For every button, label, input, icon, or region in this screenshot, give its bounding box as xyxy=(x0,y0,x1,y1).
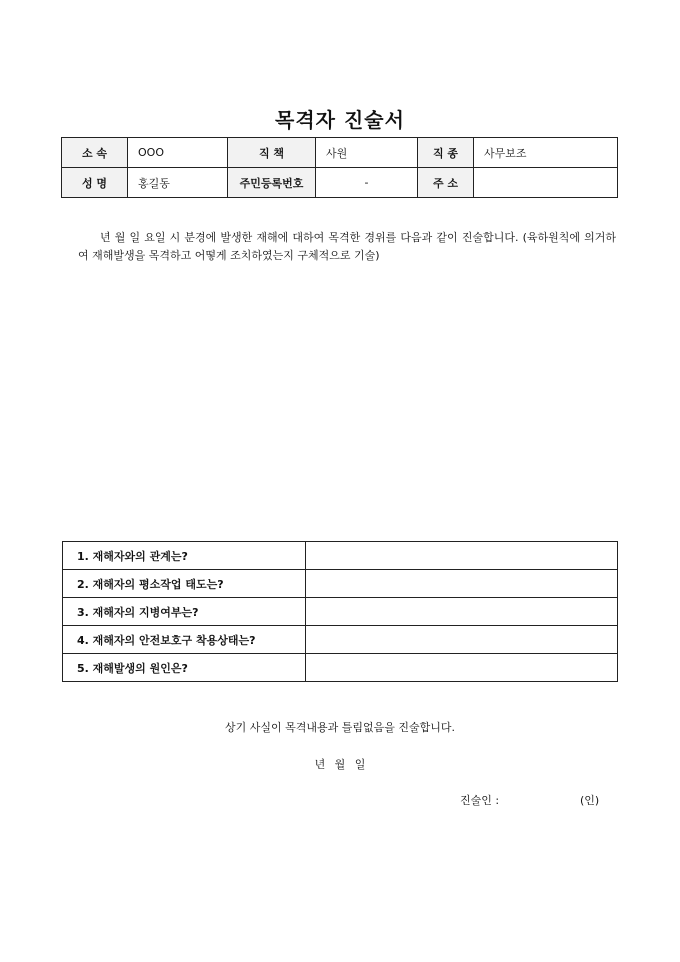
position-value[interactable]: 사원 xyxy=(316,138,418,168)
resident-id-value[interactable]: - xyxy=(316,168,418,198)
resident-id-label: 주민등록번호 xyxy=(228,168,316,198)
answer-cell[interactable] xyxy=(306,542,618,570)
info-row-2 xyxy=(62,168,618,198)
question-row xyxy=(63,626,618,654)
answer-cell[interactable] xyxy=(306,598,618,626)
question-row xyxy=(63,542,618,570)
question-label: 2. 재해자의 평소작업 태도는? xyxy=(63,570,306,598)
affiliation-value[interactable]: OOO xyxy=(128,138,228,168)
name-value[interactable]: 홍길동 xyxy=(128,168,228,198)
job-type-label: 직 종 xyxy=(418,138,474,168)
question-row xyxy=(63,654,618,682)
questions-table xyxy=(62,541,618,682)
info-table xyxy=(61,137,618,198)
job-type-value[interactable]: 사무보조 xyxy=(474,138,618,168)
info-row-1 xyxy=(62,138,618,168)
address-label: 주 소 xyxy=(418,168,474,198)
seal-label: (인) xyxy=(580,794,600,807)
question-label: 4. 재해자의 안전보호구 착용상태는? xyxy=(63,626,306,654)
statement-paragraph: 년 월 일 요일 시 분경에 발생한 재해에 대하여 목격한 경위를 다음과 같이 진술합니다. (육하원칙에 의거하여 재해발생을 목격하고 어떻게 조치하였는지 구체적으로 기술) xyxy=(78,231,616,262)
answer-cell[interactable] xyxy=(306,654,618,682)
question-row xyxy=(63,598,618,626)
name-label: 성 명 xyxy=(62,168,128,198)
signer-label: 진술인 : xyxy=(460,794,500,807)
question-label: 1. 재해자와의 관계는? xyxy=(63,542,306,570)
confirmation-text: 상기 사실이 목격내용과 틀림없음을 진술합니다. xyxy=(224,721,455,734)
address-value[interactable] xyxy=(474,168,618,198)
question-row xyxy=(63,570,618,598)
date-line: 년 월 일 xyxy=(314,758,366,771)
answer-cell[interactable] xyxy=(306,626,618,654)
question-label: 3. 재해자의 지병여부는? xyxy=(63,598,306,626)
page-title: 목격자 진술서 xyxy=(275,108,405,132)
question-label: 5. 재해발생의 원인은? xyxy=(63,654,306,682)
position-label: 직 책 xyxy=(228,138,316,168)
affiliation-label: 소 속 xyxy=(62,138,128,168)
answer-cell[interactable] xyxy=(306,570,618,598)
